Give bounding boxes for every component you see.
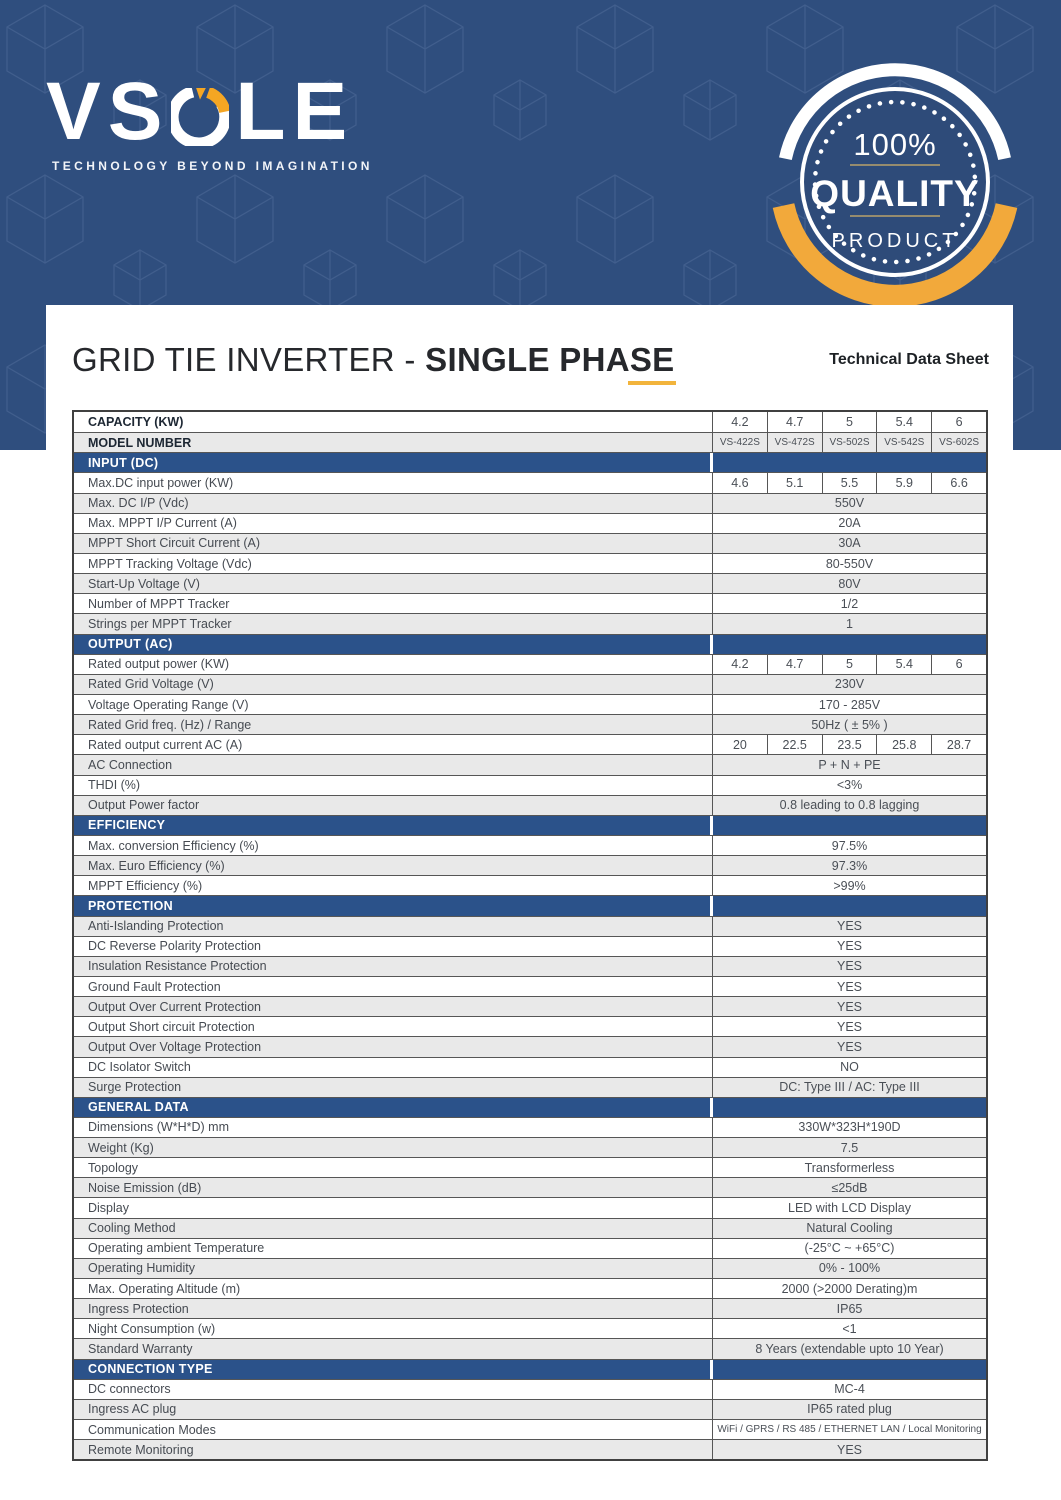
- table-row: [74, 1057, 986, 1077]
- spec-value: 25.8: [876, 735, 931, 754]
- spec-label: Strings per MPPT Tracker: [74, 614, 713, 633]
- spec-label: Display: [74, 1198, 713, 1217]
- spec-value: 5: [822, 412, 877, 432]
- spec-label: Dimensions (W*H*D) mm: [74, 1118, 713, 1137]
- spec-label: AC Connection: [74, 755, 713, 774]
- spec-label: Max. conversion Efficiency (%): [74, 836, 713, 855]
- value-cells: [713, 1239, 986, 1258]
- brand-tagline: TECHNOLOGY BEYOND IMAGINATION: [52, 159, 373, 173]
- spec-value: 2000 (>2000 Derating)m: [781, 1281, 918, 1296]
- table-row: [74, 1278, 986, 1298]
- spec-value: 50Hz ( ± 5% ): [811, 717, 888, 732]
- table-row: [74, 1298, 986, 1318]
- value-cells: [713, 1138, 986, 1157]
- spec-value: NO: [840, 1060, 859, 1075]
- spec-value: YES: [836, 919, 862, 934]
- value-cells: [713, 695, 986, 714]
- spec-label: Output Over Voltage Protection: [74, 1037, 713, 1056]
- spec-value: 80-550V: [825, 556, 874, 571]
- value-cells: [713, 1178, 986, 1197]
- spec-value: YES: [836, 1039, 862, 1054]
- table-row: [74, 1077, 986, 1097]
- spec-label: THDI (%): [74, 776, 713, 795]
- spec-label: Start-Up Voltage (V): [74, 574, 713, 593]
- spec-value: ≤25dB: [831, 1180, 868, 1195]
- table-row: [74, 714, 986, 734]
- spec-value: 0.8 leading to 0.8 lagging: [779, 798, 920, 813]
- spec-label: Remote Monitoring: [74, 1440, 713, 1459]
- table-row: [74, 936, 986, 956]
- spec-label: Rated Grid Voltage (V): [74, 675, 713, 694]
- table-row: [74, 472, 986, 492]
- page-title-regular: GRID TIE INVERTER -: [72, 341, 426, 378]
- spec-label: DC Reverse Polarity Protection: [74, 937, 713, 956]
- value-cells: [713, 614, 986, 633]
- spec-label: Standard Warranty: [74, 1339, 713, 1358]
- section-header-row: [74, 1097, 986, 1117]
- value-cells: [713, 675, 986, 694]
- table-row: [74, 855, 986, 875]
- value-cells: [713, 856, 986, 875]
- value-cells: [713, 1118, 986, 1137]
- value-cells: [713, 776, 986, 795]
- table-row: [74, 1379, 986, 1399]
- spec-value: 7.5: [840, 1140, 859, 1155]
- spec-label: Max. Operating Altitude (m): [74, 1279, 713, 1298]
- value-cells: [713, 836, 986, 855]
- spec-value: (-25°C ~ +65°C): [804, 1241, 895, 1256]
- spec-label: DC Isolator Switch: [74, 1058, 713, 1077]
- spec-label: CAPACITY (KW): [74, 412, 713, 432]
- value-cells: [713, 1259, 986, 1278]
- spec-label: Night Consumption (w): [74, 1319, 713, 1338]
- value-cells: [713, 1299, 986, 1318]
- spec-value: 170 - 285V: [818, 697, 881, 712]
- table-row: [74, 593, 986, 613]
- spec-value: VS-502S: [822, 433, 877, 452]
- value-cells: [713, 1078, 986, 1097]
- value-cells: [713, 1058, 986, 1077]
- table-row: [74, 1036, 986, 1056]
- table-row: [74, 674, 986, 694]
- spec-label: Number of MPPT Tracker: [74, 594, 713, 613]
- spec-value: 550V: [834, 496, 865, 511]
- table-row: [74, 1177, 986, 1197]
- spec-value: 97.3%: [831, 858, 868, 873]
- quality-badge: [770, 57, 1020, 307]
- spec-value: IP65 rated plug: [807, 1402, 892, 1417]
- spec-value: 1/2: [840, 596, 859, 611]
- table-row: [74, 1399, 986, 1419]
- table-row: [74, 613, 986, 633]
- spec-value: 330W*323H*190D: [798, 1120, 901, 1135]
- spec-value: 4.2: [731, 415, 749, 430]
- table-row: [74, 432, 986, 452]
- spec-value: 5.1: [767, 473, 822, 492]
- value-cells: [713, 796, 986, 815]
- spec-value: YES: [836, 999, 862, 1014]
- content-card: [46, 305, 1013, 1500]
- table-row: [74, 754, 986, 774]
- spec-label: Output Over Current Protection: [74, 997, 713, 1016]
- spec-value: VS-422S: [719, 437, 760, 449]
- spec-value: 5.4: [876, 412, 931, 432]
- table-row: [74, 1238, 986, 1258]
- spec-value: 30A: [838, 536, 861, 551]
- value-cells: [713, 1158, 986, 1177]
- value-cells: [713, 1339, 986, 1358]
- value-cells: [713, 433, 986, 452]
- table-row: [74, 1419, 986, 1439]
- spec-value: 6: [931, 412, 986, 432]
- spec-value: WiFi / GPRS / RS 485 / ETHERNET LAN / Local Monitoring: [717, 1424, 982, 1436]
- spec-value: YES: [836, 959, 862, 974]
- spec-label: Voltage Operating Range (V): [74, 695, 713, 714]
- logo-text-suffix: LE: [235, 66, 355, 157]
- spec-value: Transformerless: [804, 1160, 895, 1175]
- spec-label: Max. MPPT I/P Current (A): [74, 514, 713, 533]
- table-row: [74, 1157, 986, 1177]
- value-cells: [713, 594, 986, 613]
- spec-label: Surge Protection: [74, 1078, 713, 1097]
- spec-value: 0% - 100%: [818, 1261, 881, 1276]
- spec-label: Rated output current AC (A): [74, 735, 713, 754]
- value-cells: [713, 1037, 986, 1056]
- spec-value: YES: [836, 1442, 862, 1457]
- spec-label: Output Power factor: [74, 796, 713, 815]
- spec-value: MC-4: [834, 1382, 865, 1397]
- value-cells: [713, 1440, 986, 1459]
- doc-type-label: Technical Data Sheet: [829, 351, 989, 368]
- table-row: [74, 976, 986, 996]
- spec-label: MPPT Short Circuit Current (A): [74, 534, 713, 553]
- value-cells: [713, 574, 986, 593]
- table-row: [74, 1439, 986, 1459]
- spec-label: DC connectors: [74, 1380, 713, 1399]
- section-label: EFFICIENCY: [74, 816, 713, 835]
- spec-label: Rated Grid freq. (Hz) / Range: [74, 715, 713, 734]
- section-header-row: [74, 815, 986, 835]
- spec-value: 22.5: [767, 735, 822, 754]
- table-row: [74, 734, 986, 754]
- spec-label: MPPT Efficiency (%): [74, 876, 713, 895]
- spec-label: Ingress AC plug: [74, 1400, 713, 1419]
- spec-label: Ingress Protection: [74, 1299, 713, 1318]
- logo-o-ring-icon: [171, 88, 229, 146]
- value-cells: [713, 494, 986, 513]
- value-cells: [713, 1360, 986, 1379]
- spec-value: 20: [732, 737, 747, 752]
- value-cells: [713, 1279, 986, 1298]
- table-row: [74, 775, 986, 795]
- spec-value: Natural Cooling: [806, 1221, 893, 1236]
- spec-value: 97.5%: [831, 838, 868, 853]
- table-row: [74, 553, 986, 573]
- spec-label: Weight (Kg): [74, 1138, 713, 1157]
- table-row: [74, 835, 986, 855]
- value-cells: [713, 896, 986, 915]
- brand-logo: [46, 66, 373, 173]
- value-cells: [713, 755, 986, 774]
- spec-value: LED with LCD Display: [788, 1201, 911, 1216]
- value-cells: [713, 715, 986, 734]
- spec-label: Max. DC I/P (Vdc): [74, 494, 713, 513]
- value-cells: [713, 1380, 986, 1399]
- table-row: [74, 1016, 986, 1036]
- spec-value: 1: [846, 616, 853, 631]
- spec-value: 4.2: [731, 657, 749, 672]
- spec-value: DC: Type III / AC: Type III: [779, 1080, 920, 1095]
- spec-label: Topology: [74, 1158, 713, 1177]
- badge-middle-text: QUALITY: [810, 173, 980, 214]
- spec-label: Cooling Method: [74, 1219, 713, 1238]
- value-cells: [713, 1098, 986, 1117]
- spec-table: [72, 410, 988, 1461]
- value-cells: [713, 1219, 986, 1238]
- spec-value: 23.5: [822, 735, 877, 754]
- spec-value: 5.9: [876, 473, 931, 492]
- value-cells: [713, 735, 986, 754]
- spec-label: Rated output power (KW): [74, 655, 713, 674]
- table-row: [74, 795, 986, 815]
- spec-label: Max. Euro Efficiency (%): [74, 856, 713, 875]
- value-cells: [713, 412, 986, 432]
- table-row: [74, 533, 986, 553]
- spec-value: 6.6: [931, 473, 986, 492]
- spec-label: Communication Modes: [74, 1420, 713, 1439]
- table-row: [74, 1197, 986, 1217]
- value-cells: [713, 997, 986, 1016]
- table-row: [74, 956, 986, 976]
- page-title: [72, 341, 674, 379]
- table-row: [74, 412, 986, 432]
- spec-value: 28.7: [931, 735, 986, 754]
- section-header-row: [74, 634, 986, 654]
- table-row: [74, 513, 986, 533]
- value-cells: [713, 453, 986, 472]
- spec-value: P + N + PE: [818, 757, 881, 772]
- value-cells: [713, 514, 986, 533]
- section-label: CONNECTION TYPE: [74, 1360, 713, 1379]
- page-title-bold: SINGLE PHASE: [425, 341, 674, 378]
- table-row: [74, 916, 986, 936]
- table-row: [74, 1318, 986, 1338]
- section-label: GENERAL DATA: [74, 1098, 713, 1117]
- spec-value: VS-472S: [767, 433, 822, 452]
- value-cells: [713, 937, 986, 956]
- logo-text-prefix: VS: [46, 66, 170, 157]
- value-cells: [713, 1400, 986, 1419]
- spec-value: 6: [931, 655, 986, 674]
- table-row: [74, 996, 986, 1016]
- spec-label: Output Short circuit Protection: [74, 1017, 713, 1036]
- spec-value: 5: [822, 655, 877, 674]
- spec-label: MODEL NUMBER: [74, 433, 713, 452]
- table-row: [74, 875, 986, 895]
- badge-top-text: 100%: [853, 127, 937, 162]
- spec-label: Insulation Resistance Protection: [74, 957, 713, 976]
- value-cells: [713, 917, 986, 936]
- spec-value: 5.4: [876, 655, 931, 674]
- spec-label: Noise Emission (dB): [74, 1178, 713, 1197]
- table-row: [74, 1137, 986, 1157]
- spec-value: 20A: [838, 516, 861, 531]
- spec-value: <3%: [836, 778, 863, 793]
- value-cells: [713, 1420, 986, 1439]
- spec-label: MPPT Tracking Voltage (Vdc): [74, 554, 713, 573]
- value-cells: [713, 957, 986, 976]
- value-cells: [713, 876, 986, 895]
- section-label: INPUT (DC): [74, 453, 713, 472]
- spec-value: 5.5: [822, 473, 877, 492]
- spec-label: Max.DC input power (KW): [74, 473, 713, 492]
- spec-value: 4.6: [731, 475, 749, 490]
- badge-bottom-text: PRODUCT: [831, 230, 959, 252]
- spec-value: YES: [836, 939, 862, 954]
- spec-label: Ground Fault Protection: [74, 977, 713, 996]
- value-cells: [713, 473, 986, 492]
- section-label: PROTECTION: [74, 896, 713, 915]
- spec-value: YES: [836, 1019, 862, 1034]
- value-cells: [713, 1319, 986, 1338]
- value-cells: [713, 816, 986, 835]
- value-cells: [713, 977, 986, 996]
- title-bar: [46, 305, 1013, 379]
- spec-label: Anti-Islanding Protection: [74, 917, 713, 936]
- spec-value: VS-542S: [876, 433, 931, 452]
- table-row: [74, 573, 986, 593]
- spec-value: 8 Years (extendable upto 10 Year): [755, 1342, 944, 1357]
- spec-value: 4.7: [767, 412, 822, 432]
- spec-value: >99%: [833, 878, 866, 893]
- table-row: [74, 1338, 986, 1358]
- spec-value: 4.7: [767, 655, 822, 674]
- spec-value: 80V: [838, 576, 861, 591]
- section-header-row: [74, 895, 986, 915]
- spec-label: Operating ambient Temperature: [74, 1239, 713, 1258]
- spec-label: Operating Humidity: [74, 1259, 713, 1278]
- value-cells: [713, 1198, 986, 1217]
- table-row: [74, 1218, 986, 1238]
- spec-value: 230V: [834, 677, 865, 692]
- section-label: OUTPUT (AC): [74, 635, 713, 654]
- title-underline-accent: [628, 381, 676, 385]
- spec-value: YES: [836, 979, 862, 994]
- section-header-row: [74, 452, 986, 472]
- spec-value: VS-602S: [931, 433, 986, 452]
- table-row: [74, 654, 986, 674]
- value-cells: [713, 554, 986, 573]
- section-header-row: [74, 1359, 986, 1379]
- table-row: [74, 493, 986, 513]
- table-row: [74, 1258, 986, 1278]
- value-cells: [713, 655, 986, 674]
- value-cells: [713, 534, 986, 553]
- spec-value: <1: [842, 1321, 857, 1336]
- spec-value: IP65: [836, 1301, 863, 1316]
- value-cells: [713, 1017, 986, 1036]
- table-row: [74, 1117, 986, 1137]
- table-row: [74, 694, 986, 714]
- value-cells: [713, 635, 986, 654]
